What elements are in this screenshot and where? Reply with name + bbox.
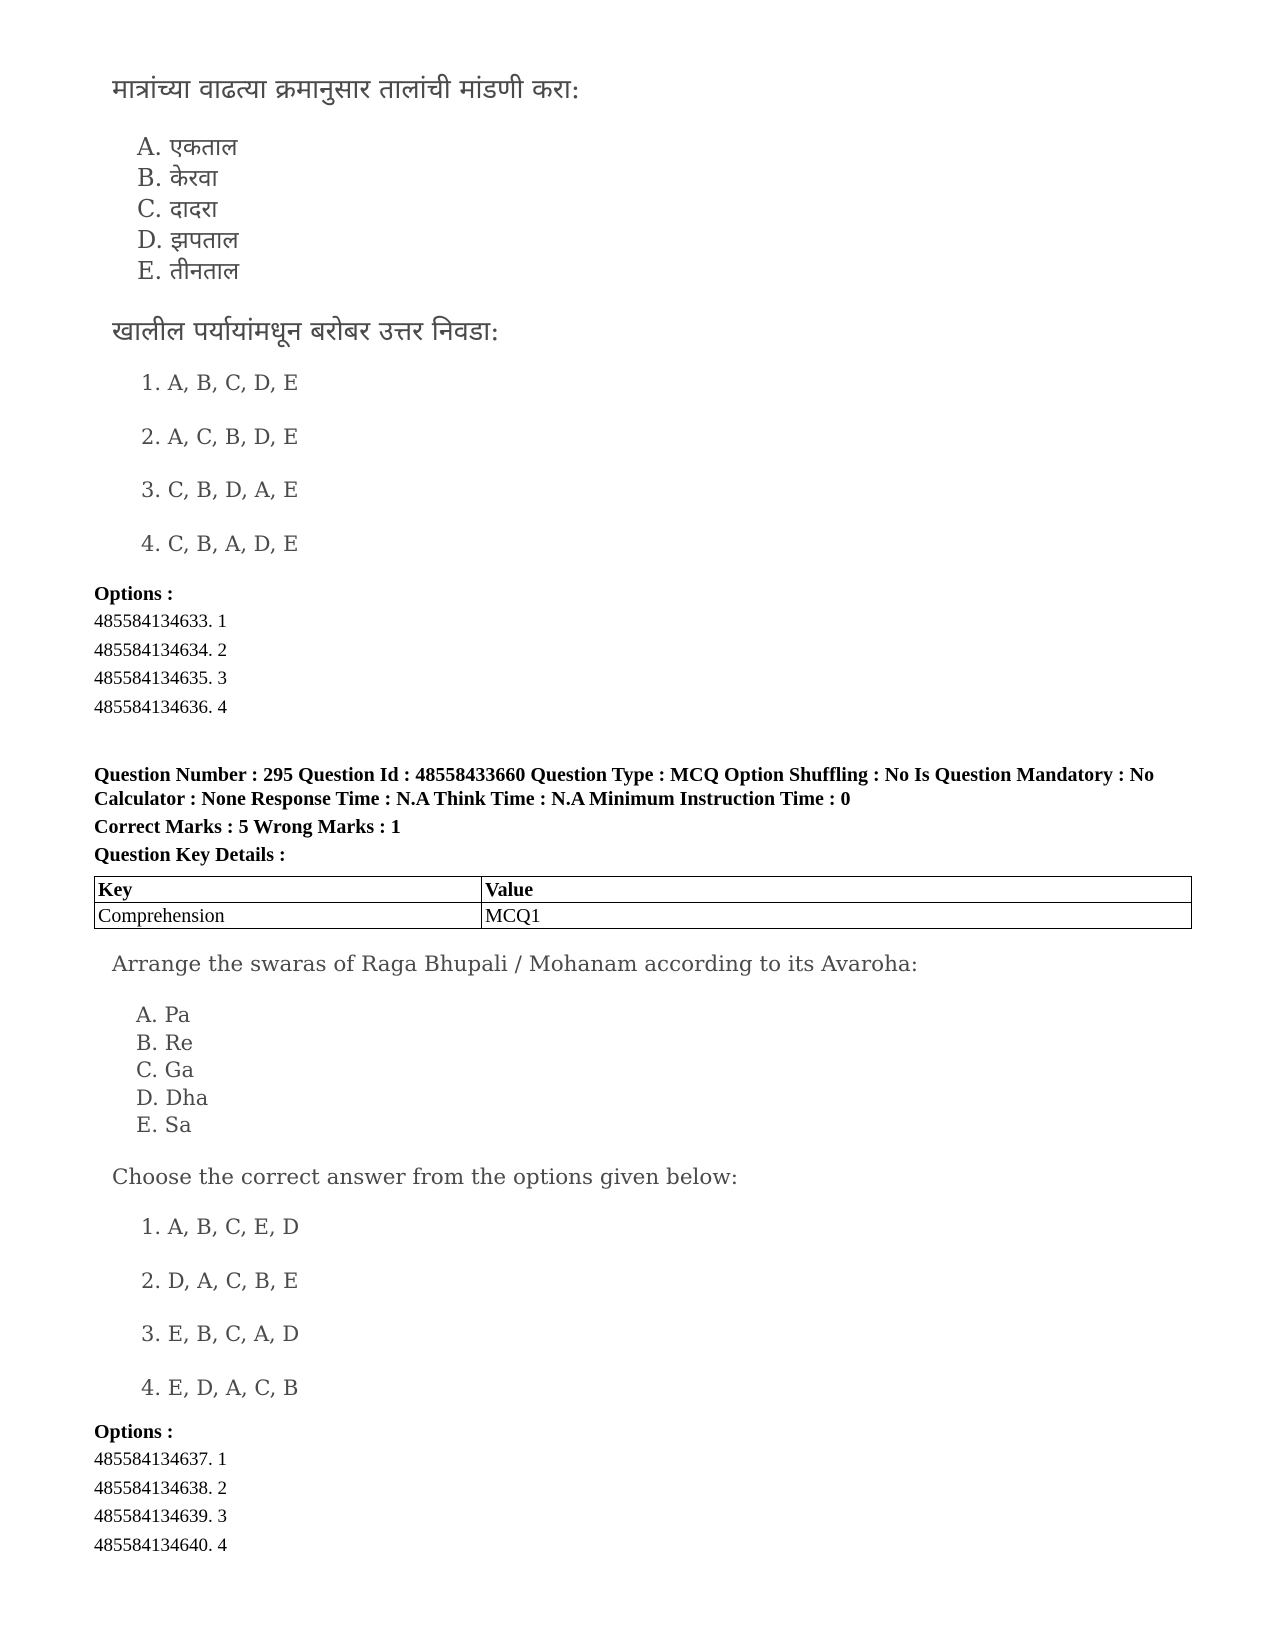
table-cell-value: MCQ1 — [482, 903, 1192, 929]
option-item: 485584134636. 4 — [94, 696, 227, 718]
answer-choice: 4. C, B, A, D, E — [141, 531, 299, 556]
q2-answers-list — [141, 1214, 299, 1428]
q2-choose-prompt: Choose the correct answer from the options given below: — [112, 1165, 739, 1190]
option-item: 485584134635. 3 — [94, 668, 227, 690]
option-item: 485584134637. 1 — [94, 1449, 227, 1470]
option-item: 485584134638. 2 — [94, 1477, 227, 1499]
table-row — [95, 903, 1192, 929]
answer-choice: 2. A, C, B, D, E — [141, 424, 299, 449]
table-cell-key: Comprehension — [95, 903, 482, 929]
list-item: B. Re — [136, 1030, 194, 1055]
q1-choose-prompt: खालील पर्यायांमधून बरोबर उत्तर निवडा: — [112, 316, 500, 347]
answer-choice: 2. D, A, C, B, E — [141, 1268, 299, 1293]
table-header-row — [95, 877, 1192, 903]
answer-choice: 1. A, B, C, E, D — [141, 1215, 300, 1239]
q1-answers-list — [141, 370, 298, 584]
q2-items-list — [136, 1002, 208, 1140]
q2-stem: Arrange the swaras of Raga Bhupali / Mohanam according to its Avaroha: — [112, 952, 918, 977]
option-item: 485584134639. 3 — [94, 1506, 227, 1528]
q2-options-list — [94, 1446, 227, 1560]
q1-options-heading: Options : — [94, 583, 174, 605]
table-header-value: Value — [482, 877, 1192, 903]
key-details-heading: Question Key Details : — [94, 844, 286, 866]
list-item: A. एकताल — [137, 133, 238, 161]
answer-choice: 1. A, B, C, D, E — [141, 371, 299, 395]
list-item: B. केरवा — [137, 164, 218, 192]
list-item: D. Dha — [136, 1085, 209, 1110]
option-item: 485584134640. 4 — [94, 1534, 227, 1556]
list-item: A. Pa — [136, 1003, 191, 1027]
answer-choice: 4. E, D, A, C, B — [141, 1375, 299, 1400]
option-item: 485584134633. 1 — [94, 611, 227, 632]
list-item: C. Ga — [136, 1058, 194, 1082]
q2-metadata — [94, 763, 1214, 871]
q1-items-list — [137, 132, 239, 287]
answer-choice: 3. C, B, D, A, E — [141, 478, 299, 502]
q1-stem: मात्रांच्या वाढत्या क्रमानुसार तालांची मांडणी करा: — [112, 74, 580, 105]
question-details-line: Question Number : 295 Question Id : 48558433660 Question Type : MCQ Option Shuffling : No Is Question Mandatory : No Calculator : None Response Time : N.A Think Time : N.A Minimum Instruction Time : 0 — [94, 764, 1155, 810]
answer-choice: 3. E, B, C, A, D — [141, 1322, 300, 1346]
list-item: E. Sa — [136, 1113, 192, 1137]
key-details-table — [94, 876, 1192, 929]
list-item: C. दादरा — [137, 195, 218, 223]
marks-line: Correct Marks : 5 Wrong Marks : 1 — [94, 816, 401, 838]
table-header-key: Key — [95, 877, 482, 903]
list-item: D. झपताल — [137, 226, 239, 254]
q2-options-heading: Options : — [94, 1421, 174, 1443]
list-item: E. तीनताल — [137, 257, 240, 285]
q1-options-list — [94, 608, 227, 722]
option-item: 485584134634. 2 — [94, 639, 227, 661]
